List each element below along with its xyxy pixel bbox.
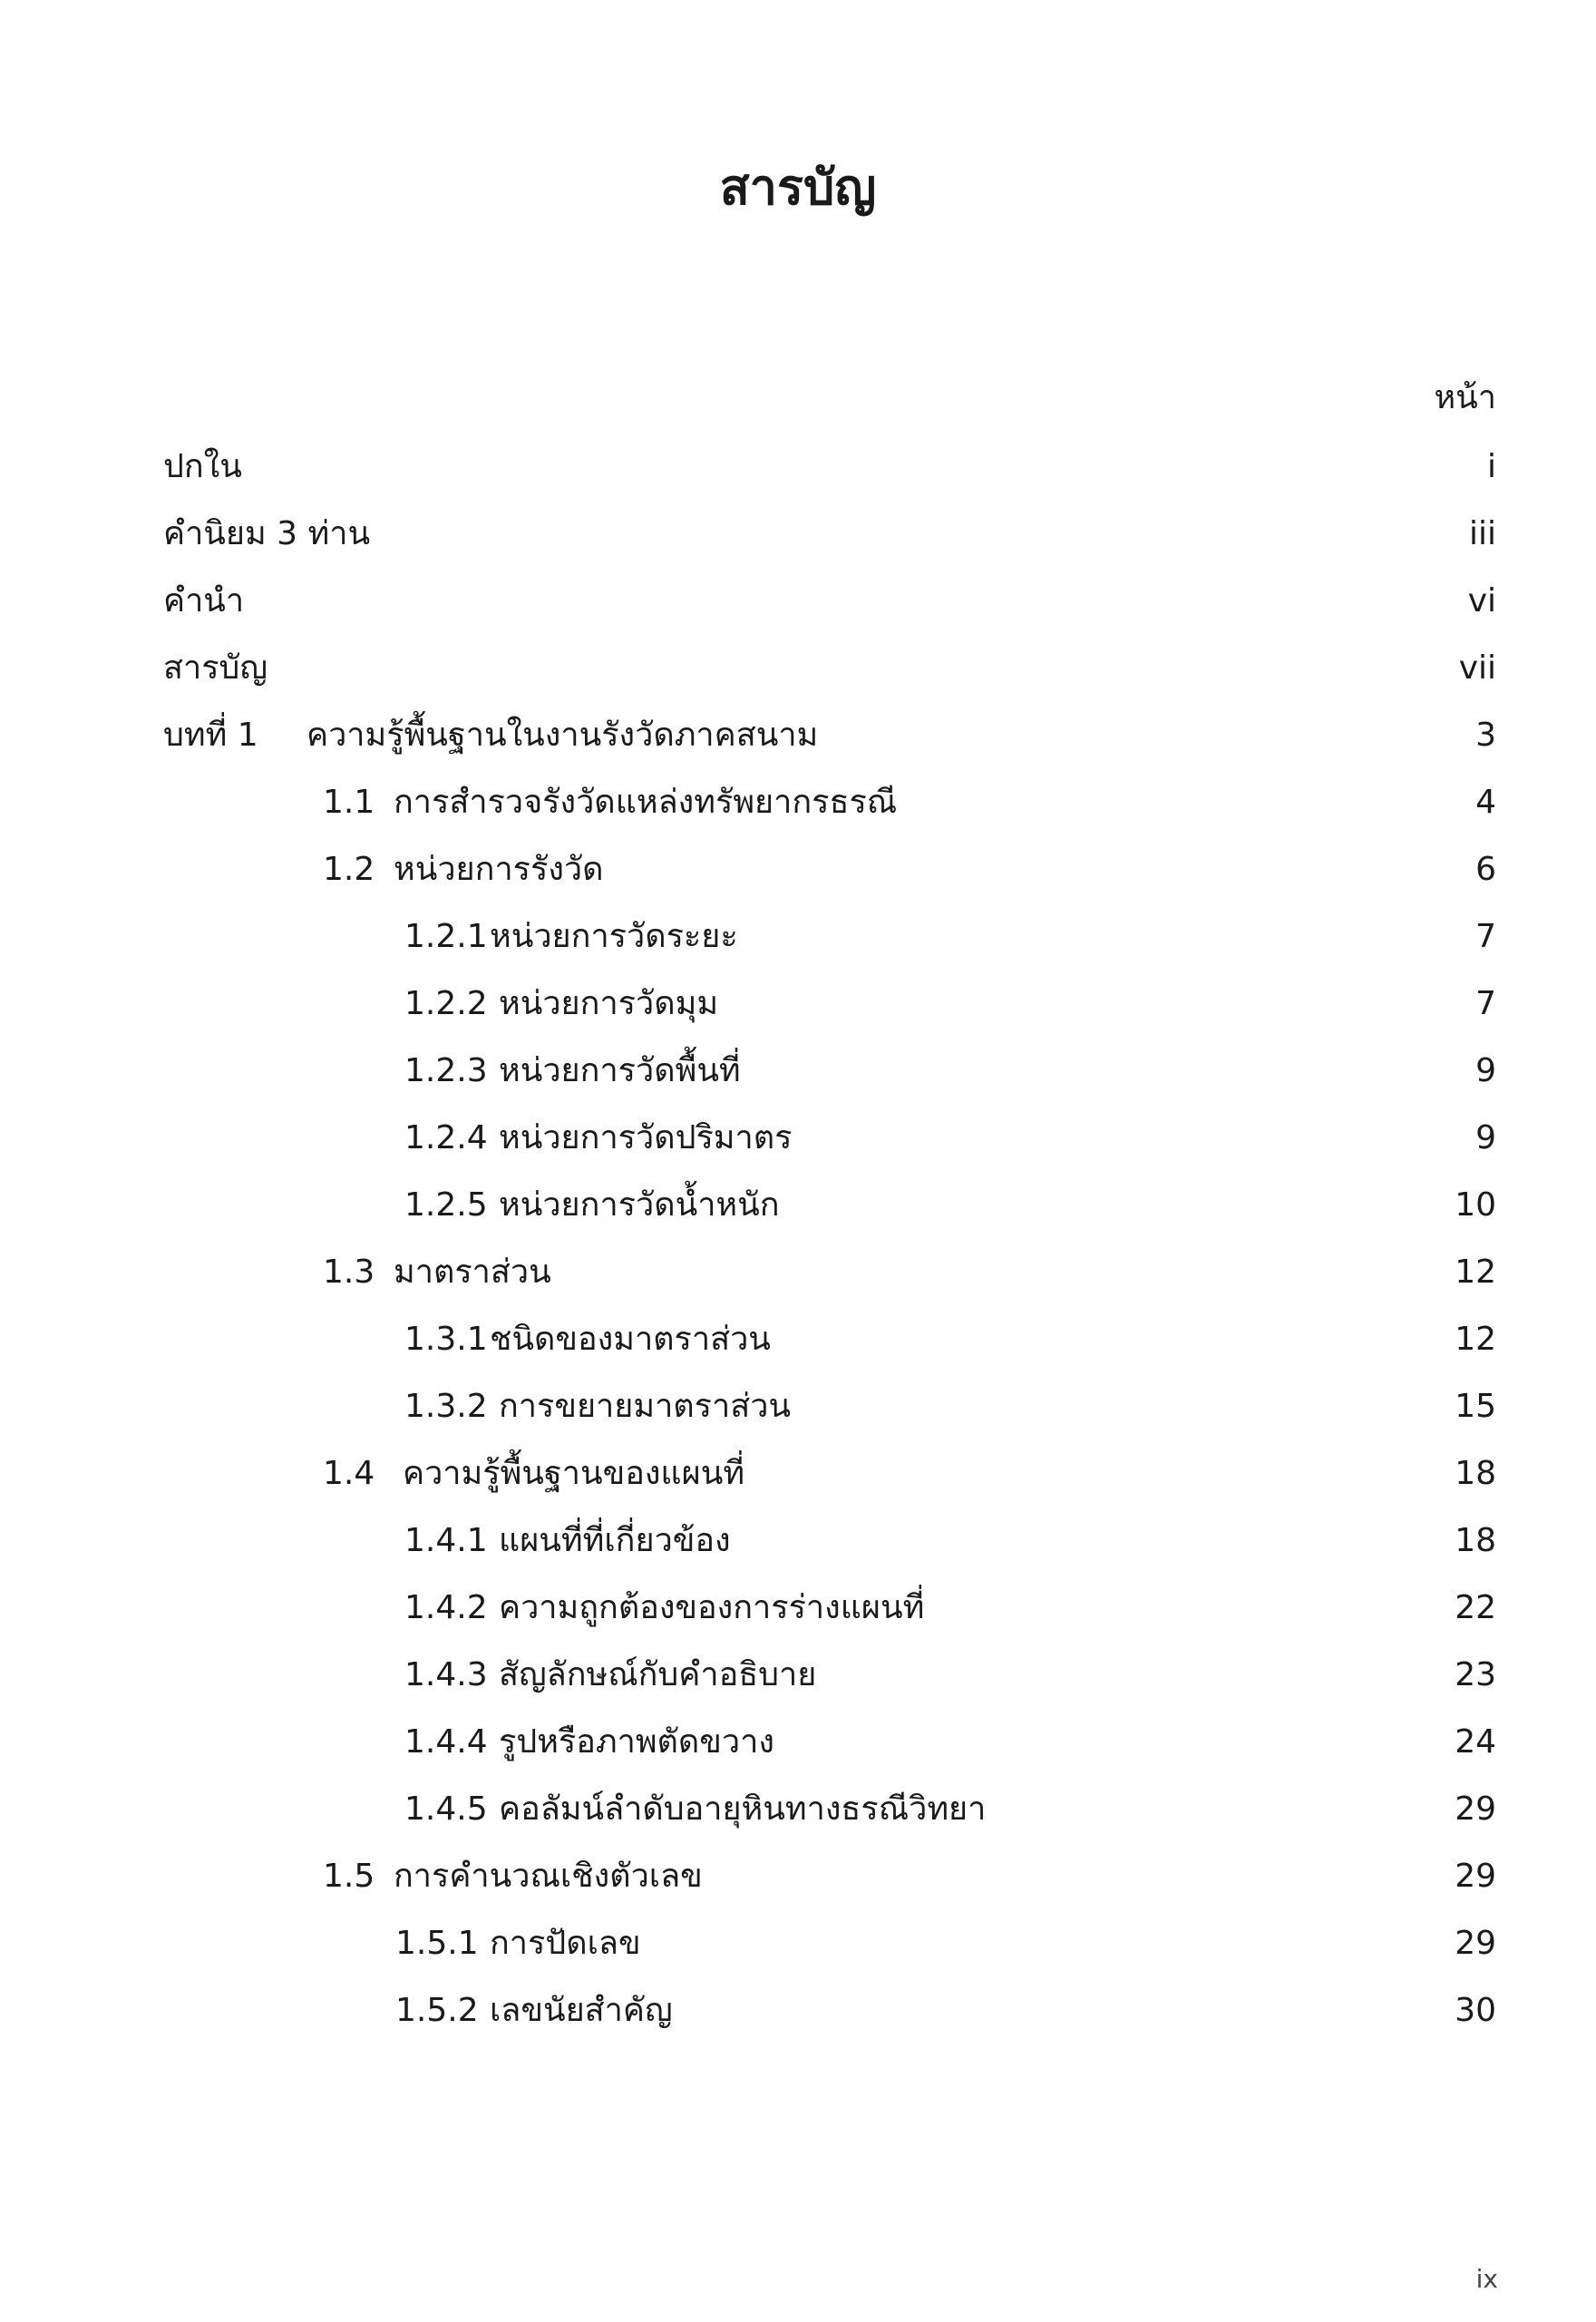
toc-entry-page: vi xyxy=(1467,582,1496,620)
section-number: 1.4.4 xyxy=(404,1723,488,1761)
toc-subsection xyxy=(0,1784,1596,1835)
chapter-prefix: บทที่ 1 xyxy=(163,717,258,754)
toc-entry-page: 12 xyxy=(1455,1254,1496,1291)
section-number: 1.1 xyxy=(323,784,375,821)
toc-subsection xyxy=(0,979,1596,1029)
toc-subsection xyxy=(0,1381,1596,1432)
section-number: 1.4.5 xyxy=(404,1790,488,1828)
toc-entry-page: 23 xyxy=(1455,1656,1496,1693)
section-title: แผนที่ที่เกี่ยวข้อง xyxy=(499,1522,731,1559)
section-title: ความถูกต้องของการร่างแผนที่ xyxy=(499,1589,925,1626)
section-number: 1.5 xyxy=(323,1858,375,1895)
toc-subsection xyxy=(0,1180,1596,1231)
toc-entry-page: 3 xyxy=(1475,717,1496,754)
toc-subsection xyxy=(0,1046,1596,1097)
section-title: การสำรวจรังวัดแหล่งทรัพยากรธรณี xyxy=(394,784,898,821)
toc-entry xyxy=(0,643,1596,694)
toc-entry xyxy=(0,442,1596,493)
toc-entry-page: 6 xyxy=(1475,851,1496,888)
toc-entry-page: 7 xyxy=(1475,985,1496,1022)
section-title: หน่วยการวัดปริมาตร xyxy=(499,1119,793,1156)
section-number: 1.2.3 xyxy=(404,1052,488,1089)
toc-section xyxy=(0,777,1596,828)
section-number: 1.2.5 xyxy=(404,1186,488,1224)
section-number: 1.5.2 xyxy=(395,1992,479,2029)
page-title: สารบัญ xyxy=(719,159,877,216)
section-number: 1.3.1 xyxy=(404,1321,488,1358)
section-number: 1.4 xyxy=(323,1455,375,1492)
toc-entry-page: i xyxy=(1486,448,1496,485)
section-number: 1.3.2 xyxy=(404,1388,488,1425)
toc-subsection xyxy=(0,1650,1596,1701)
toc-entry xyxy=(0,509,1596,560)
section-number: 1.4.2 xyxy=(404,1589,488,1626)
section-number: 1.4.1 xyxy=(404,1522,488,1559)
section-title: การคำนวณเชิงตัวเลข xyxy=(394,1858,703,1895)
toc-subsection xyxy=(0,1717,1596,1768)
toc-entry-page: 18 xyxy=(1455,1455,1496,1492)
toc-chapter xyxy=(0,710,1596,761)
toc-entry-title: คำนิยม 3 ท่าน xyxy=(163,515,371,552)
toc-subsection xyxy=(0,1516,1596,1566)
toc-entry-page: 15 xyxy=(1455,1388,1496,1425)
toc-entry-page: 12 xyxy=(1455,1321,1496,1358)
page-number: ix xyxy=(1475,2264,1498,2294)
toc-subsection xyxy=(0,912,1596,962)
toc-section xyxy=(0,844,1596,895)
toc-entry-page: 29 xyxy=(1455,1925,1496,1962)
toc-entry-page: 24 xyxy=(1455,1723,1496,1761)
toc-section xyxy=(0,1851,1596,1902)
section-number: 1.2.4 xyxy=(404,1119,488,1156)
section-title: หน่วยการวัดน้ำหนัก xyxy=(499,1186,780,1224)
section-title: การปัดเลข xyxy=(490,1925,641,1962)
page-column-header: หน้า xyxy=(1434,379,1496,416)
toc-entry-page: vii xyxy=(1458,649,1496,687)
section-number: 1.3 xyxy=(323,1254,375,1291)
section-title: สัญลักษณ์กับคำอธิบาย xyxy=(499,1656,817,1693)
section-number: 1.2.2 xyxy=(404,985,488,1022)
toc-entry-page: 29 xyxy=(1455,1790,1496,1828)
section-title: หน่วยการวัดพื้นที่ xyxy=(499,1052,741,1089)
toc-section xyxy=(0,1247,1596,1298)
toc-entry-page: 4 xyxy=(1475,784,1496,821)
toc-entry-page: iii xyxy=(1468,515,1496,552)
section-number: 1.2 xyxy=(323,851,375,888)
section-title: หน่วยการรังวัด xyxy=(394,851,604,888)
section-title: รูปหรือภาพตัดขวาง xyxy=(499,1723,774,1761)
toc-entry-page: 30 xyxy=(1455,1992,1496,2029)
toc-subsection xyxy=(0,1583,1596,1634)
toc-entry xyxy=(0,576,1596,627)
toc-entry-page: 10 xyxy=(1455,1186,1496,1224)
section-number: 1.2.1 xyxy=(404,918,488,955)
toc-entry-page: 9 xyxy=(1475,1119,1496,1156)
chapter-title: ความรู้พื้นฐานในงานรังวัดภาคสนาม xyxy=(307,717,819,754)
toc-subsection xyxy=(0,1314,1596,1365)
toc-entry-page: 18 xyxy=(1455,1522,1496,1559)
section-title: ชนิดของมาตราส่วน xyxy=(490,1321,771,1358)
section-number: 1.5.1 xyxy=(395,1925,479,1962)
toc-entry-page: 22 xyxy=(1455,1589,1496,1626)
section-title: ความรู้พื้นฐานของแผนที่ xyxy=(403,1455,745,1492)
toc-section xyxy=(0,1449,1596,1499)
section-title: หน่วยการวัดมุม xyxy=(499,985,719,1022)
section-title: การขยายมาตราส่วน xyxy=(499,1388,792,1425)
toc-subsection xyxy=(0,1113,1596,1164)
section-title: มาตราส่วน xyxy=(394,1254,551,1291)
toc-entry-page: 9 xyxy=(1475,1052,1496,1089)
section-title: คอลัมน์ลำดับอายุหินทางธรณีวิทยา xyxy=(499,1790,987,1828)
toc-subsection xyxy=(0,1985,1596,2036)
toc-entry-title: ปกใน xyxy=(163,448,242,485)
toc-entry-page: 7 xyxy=(1475,918,1496,955)
toc-entry-title: สารบัญ xyxy=(163,649,268,687)
toc-entry-page: 29 xyxy=(1455,1858,1496,1895)
section-number: 1.4.3 xyxy=(404,1656,488,1693)
section-title: เลขนัยสำคัญ xyxy=(490,1992,673,2029)
section-title: หน่วยการวัดระยะ xyxy=(490,918,738,955)
toc-entry-title: คำนำ xyxy=(163,582,245,620)
toc-subsection xyxy=(0,1918,1596,1969)
